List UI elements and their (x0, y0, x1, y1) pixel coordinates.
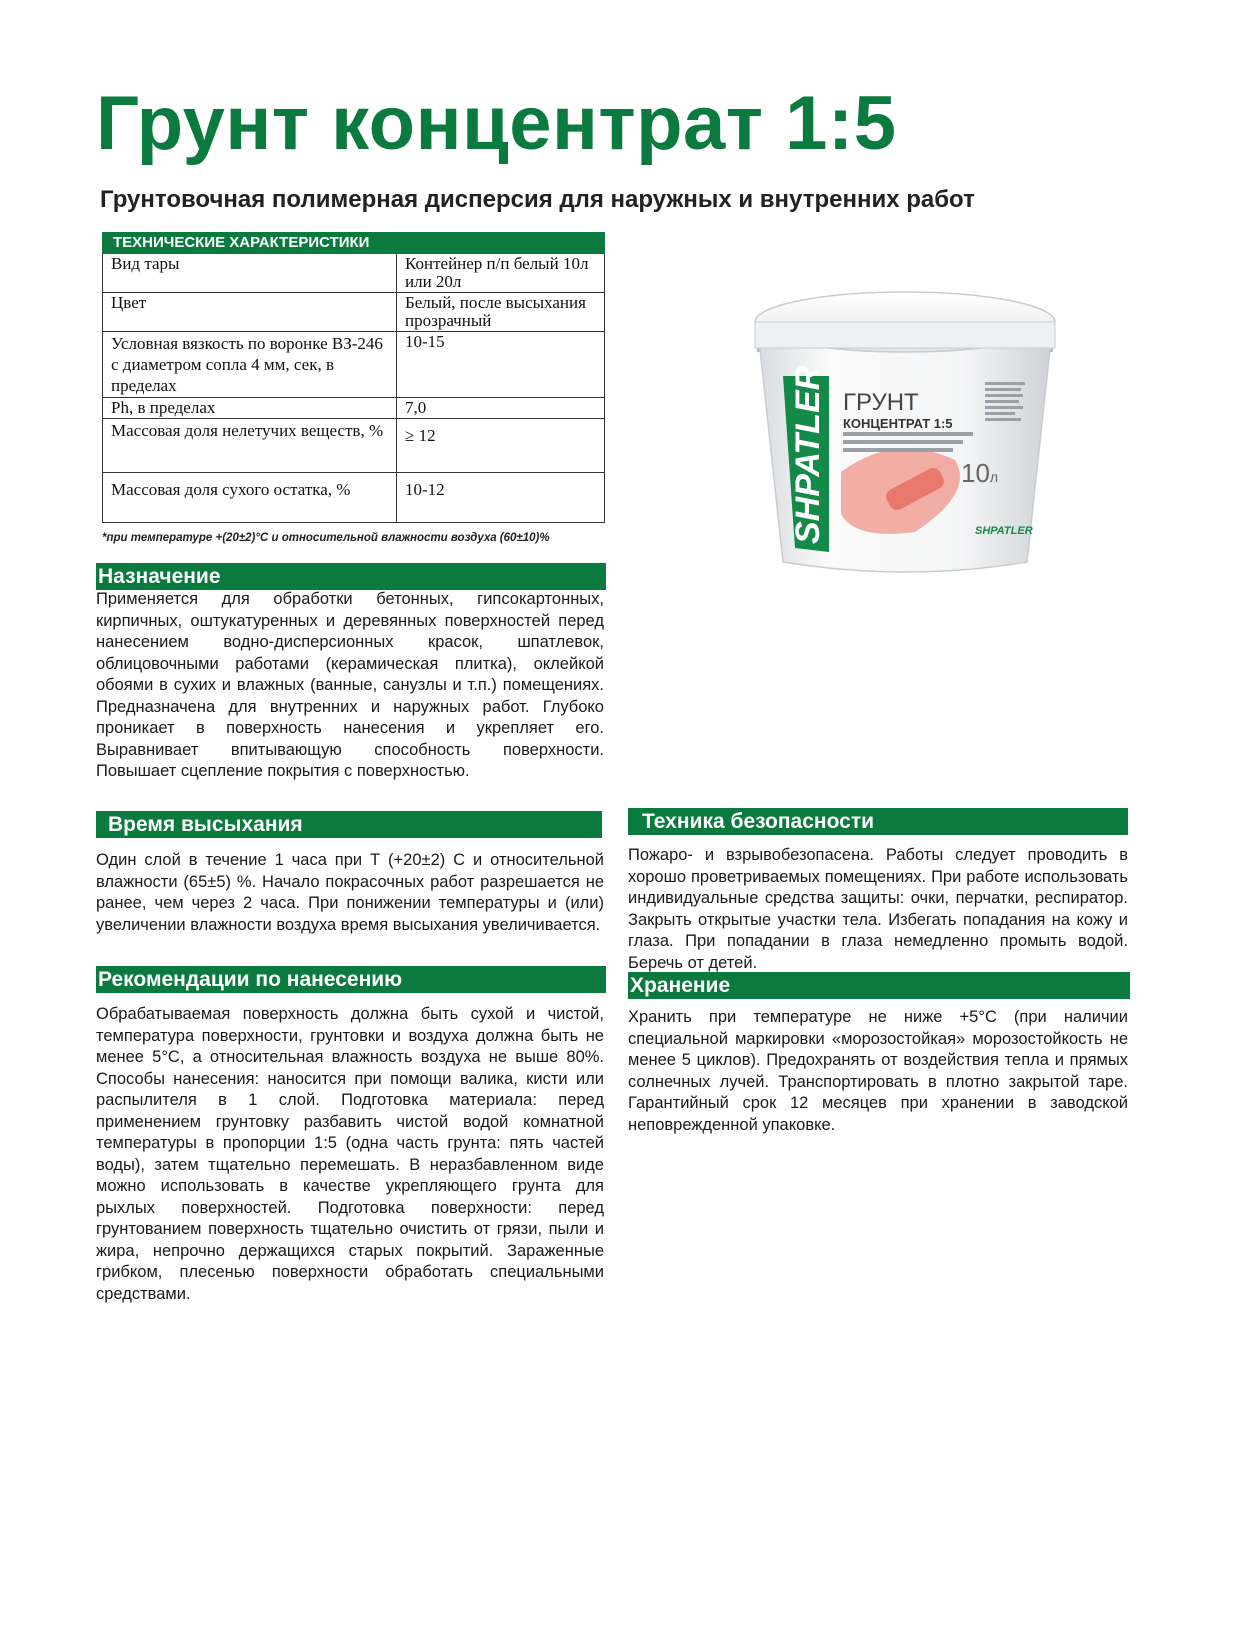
section-heading-application: Рекомендации по нанесению (96, 966, 606, 993)
spec-name: Ph, в пределах (103, 398, 397, 419)
section-heading-safety: Техника безопасности (628, 808, 1128, 835)
section-text-storage: Хранить при температуре не ниже +5°С (при наличии специальной маркировки «морозостойкая» морозостойкость не менее 5 циклов). Предохранять от воздействия тепла и прямых солнечных лучей. Транспортировать в плотно закрытой таре. Гарантийный срок 12 месяцев при хранении в заводской неповрежденной упаковке. (628, 1008, 1128, 1134)
spec-name: Цвет (103, 293, 397, 332)
spec-name: Вид тары (103, 254, 397, 293)
table-row (103, 419, 605, 473)
spec-name: Массовая доля сухого остатка, % (103, 473, 397, 523)
bucket-volume: 10л (961, 458, 999, 488)
spec-name: Массовая доля нелетучих веществ, % (103, 419, 397, 473)
spec-footnote: *при температуре +(20±2)°С и относительной влажности воздуха (60±10)% (102, 532, 550, 544)
section-heading-purpose: Назначение (96, 563, 606, 590)
bucket-label-line1: ГРУНТ (843, 389, 919, 416)
table-row (103, 473, 605, 523)
table-row (103, 398, 605, 419)
section-heading-storage: Хранение (628, 972, 1130, 999)
spec-value: ≥ 12 (397, 419, 605, 473)
table-row (103, 332, 605, 398)
spec-value: Белый, после высыхания прозрачный (397, 293, 605, 332)
table-row (103, 254, 605, 293)
spec-value: 7,0 (397, 398, 605, 419)
section-text-drying: Один слой в течение 1 часа при Т (+20±2) С и относительной влажности (65±5) %. Начало покрасочных работ разрешается не ранее, чем через 2 часа. При понижении температуры и (или) увеличении влажности воздуха время высыхания увеличивается. (96, 851, 604, 934)
spec-name: Условная вязкость по воронке ВЗ-246 с диаметром сопла 4 мм, сек, в пределах (103, 332, 397, 398)
section-text-safety: Пожаро- и взрывобезопасена. Работы следует проводить в хорошо проветриваемых помещениях. При работе использовать индивидуальные средства защиты: очки, перчатки, респиратор. Закрыть открытые участки тела. Избегать попадания на кожу и глаза. При попадании в глаза немедленно промыть водой. Беречь от детей. (628, 846, 1128, 972)
spec-value: Контейнер п/п белый 10л или 20л (397, 254, 605, 293)
spec-value: 10-15 (397, 332, 605, 398)
primer-bucket-icon (745, 282, 1065, 582)
brand-logo-text: SHPATLER (789, 365, 827, 544)
bucket-brand-small: SHPATLER (975, 525, 1033, 537)
page-subtitle: Грунтовочная полимерная дисперсия для наружных и внутренних работ (100, 186, 975, 213)
section-text-purpose: Применяется для обработки бетонных, гипсокартонных, кирпичных, оштукатуренных и деревянных поверхностей перед нанесением водно-дисперсионных красок, шпатлевок, облицовочными работами (керамическая плитка), оклейкой обоями в сухих и влажных (ванные, санузлы и т.п.) помещениях. Предназначена для внутренних и наружных работ. Глубоко проникает в поверхность нанесения и укрепляет его. Выравнивает впитывающую способность поверхности. Повышает сцепление покрытия с поверхностью. (96, 590, 604, 780)
spec-table (102, 232, 605, 523)
table-row (103, 293, 605, 332)
page-title: Грунт концентрат 1:5 (96, 81, 897, 166)
bucket-label-line2: КОНЦЕНТРАТ 1:5 (843, 416, 953, 431)
spec-table-header: ТЕХНИЧЕСКИЕ ХАРАКТЕРИСТИКИ (103, 233, 605, 254)
section-heading-drying: Время высыхания (96, 811, 602, 838)
spec-value: 10-12 (397, 473, 605, 523)
section-text-application: Обрабатываемая поверхность должна быть сухой и чистой, температура поверхности, грунтовки и воздуха должна быть не менее 5°С, а относительная влажность воздуха не выше 80%. Способы нанесения: наносится при помощи валика, кисти или распылителя в 1 слой. Подготовка материала: перед применением грунтовку разбавить чистой водой комнатной температуры в пропорции 1:5 (одна часть грунта: пять частей воды), затем тщательно перемешать. В неразбавленном виде можно использовать в качестве укрепляющего грунта для рыхлых поверхностей. Подготовка поверхности: перед грунтованием поверхность тщательно очистить от грязи, пыли и жира, непрочно держащихся старых покрытий. Зараженные грибком, плесенью поверхности обработать специальными средствами. (96, 1005, 604, 1303)
product-image (745, 282, 1065, 582)
